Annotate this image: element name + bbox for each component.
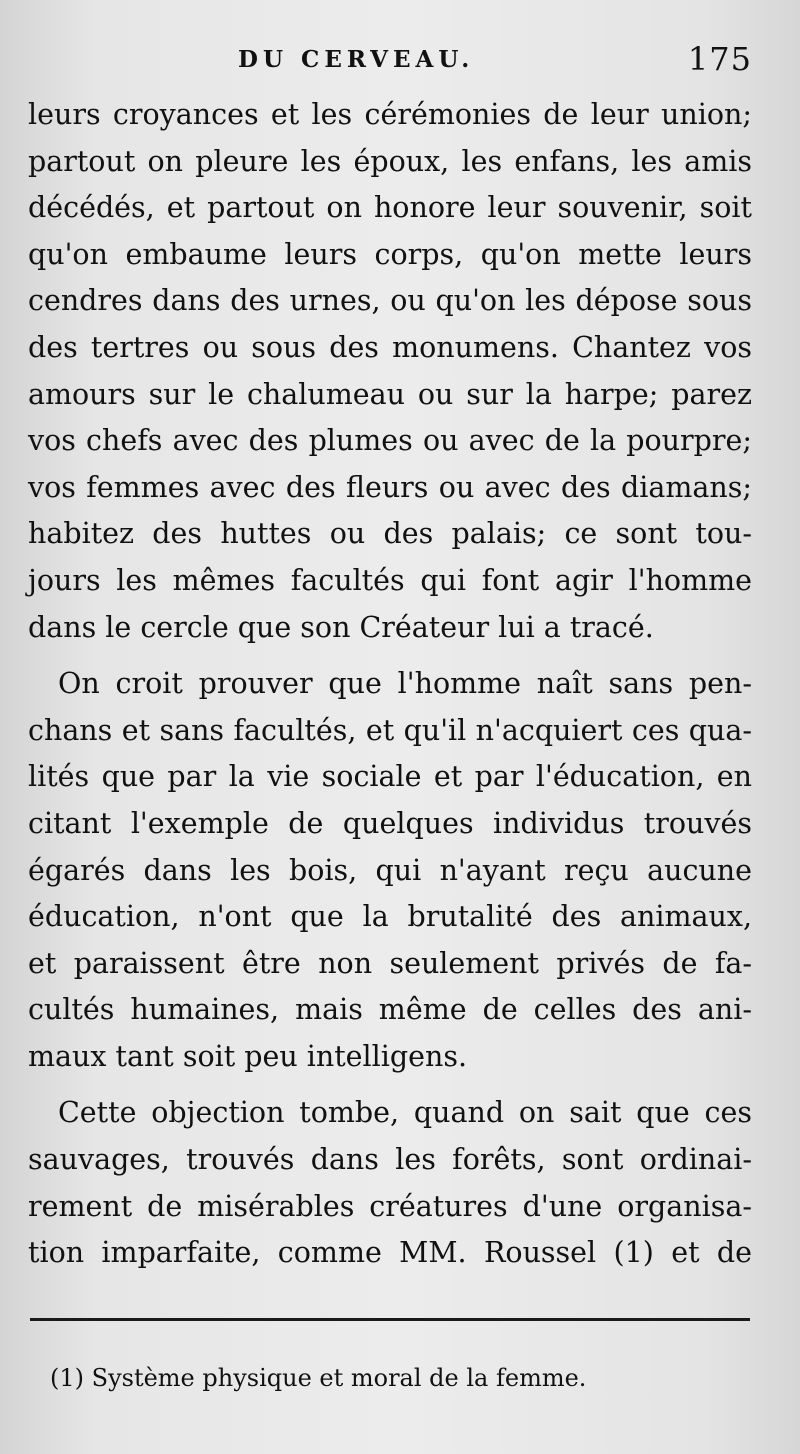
text-line: tion imparfaite, comme MM. Roussel (1) et de — [28, 1236, 752, 1270]
page-number: 175 — [687, 40, 752, 78]
text-line: vos femmes avec des fleurs ou avec des diamans; — [28, 470, 752, 504]
text-line: On croit prouver que l'homme naît sans pen- — [58, 667, 752, 701]
text-line: égarés dans les bois, qui n'ayant reçu aucune — [28, 853, 752, 887]
text-line: chans et sans facultés, et qu'il n'acquiert ces qua- — [28, 713, 752, 747]
text-line: lités que par la vie sociale et par l'éducation, en — [28, 760, 752, 794]
paragraph-spacer — [28, 1080, 752, 1090]
body-text — [28, 92, 752, 1277]
running-title: DU CERVEAU. — [238, 46, 475, 73]
text-line: cendres dans des urnes, ou qu'on les dépose sous — [28, 284, 752, 318]
text-line: des tertres ou sous des monumens. Chantez vos — [28, 330, 752, 364]
text-line: sauvages, trouvés dans les forêts, sont ordinai- — [28, 1143, 752, 1177]
text-line: maux tant soit peu intelligens. — [28, 1039, 468, 1073]
text-line: dans le cercle que son Créateur lui a tracé. — [28, 610, 654, 644]
text-line: éducation, n'ont que la brutalité des animaux, — [28, 900, 752, 934]
text-line: cultés humaines, mais même de celles des ani- — [28, 993, 752, 1027]
text-line: partout on pleure les époux, les enfans, les amis — [28, 144, 752, 178]
text-line: qu'on embaume leurs corps, qu'on mette leurs — [28, 237, 752, 271]
paragraph-2 — [28, 661, 752, 1080]
paragraph-3 — [28, 1090, 752, 1276]
text-line: citant l'exemple de quelques individus trouvés — [28, 806, 752, 840]
paragraph-1 — [28, 92, 752, 651]
text-line: vos chefs avec des plumes ou avec de la pourpre; — [28, 424, 752, 458]
text-line: rement de misérables créatures d'une organisa- — [28, 1189, 752, 1223]
footnote-separator — [30, 1318, 750, 1321]
text-line: et paraissent être non seulement privés de fa- — [28, 946, 752, 980]
text-line: leurs croyances et les cérémonies de leur union; — [28, 98, 752, 131]
paragraph-spacer — [28, 651, 752, 661]
text-line: décédés, et partout on honore leur souvenir, soit — [28, 191, 752, 225]
footnote: (1) Système physique et moral de la femme. — [50, 1364, 587, 1392]
text-line: habitez des huttes ou des palais; ce sont tou- — [28, 517, 752, 551]
running-header — [28, 40, 752, 84]
text-line: amours sur le chalumeau ou sur la harpe; parez — [28, 377, 752, 411]
text-line: jours les mêmes facultés qui font agir l'homme — [28, 563, 752, 597]
text-line: Cette objection tombe, quand on sait que ces — [58, 1096, 752, 1130]
